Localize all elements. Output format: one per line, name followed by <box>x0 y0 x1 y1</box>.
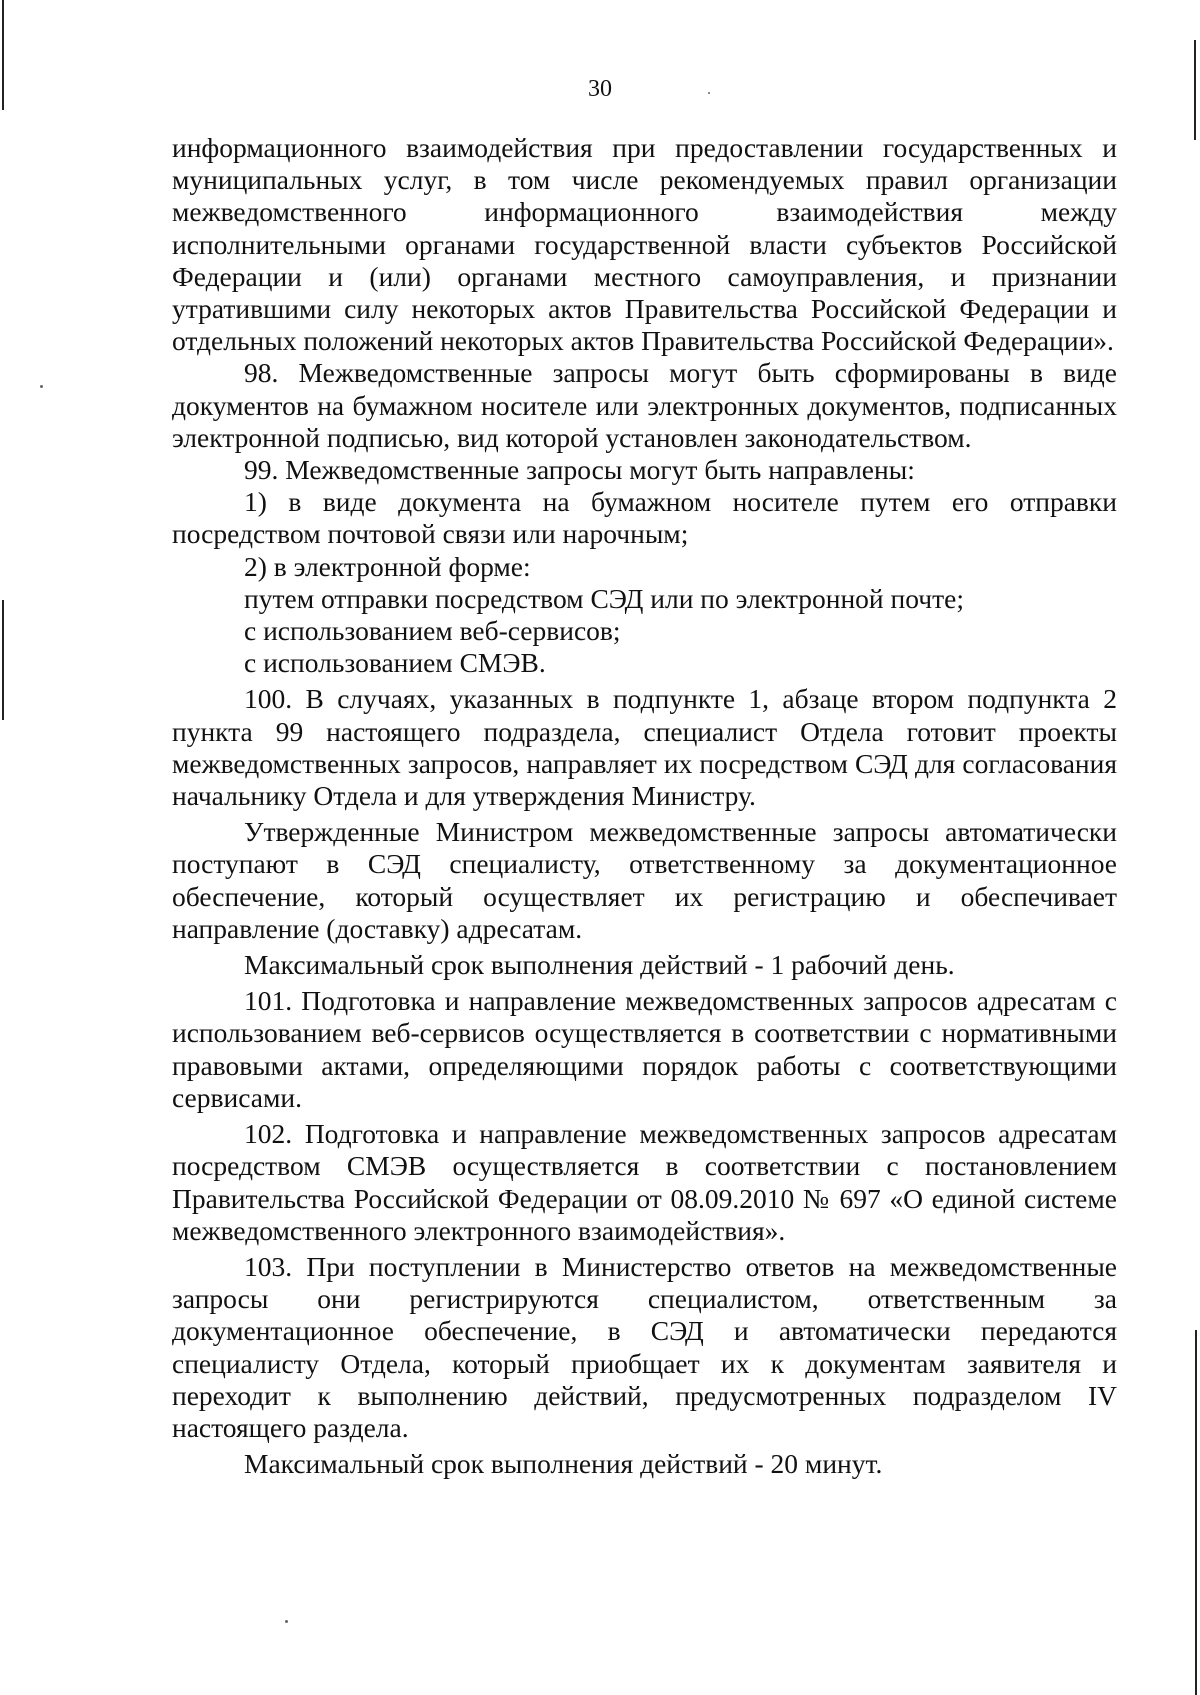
paragraph-98: 98. Межведомственные запросы могут быть сформированы в виде документов на бумажном носителе или электронных документов, подписанных электронной подписью, вид которой установлен законодательством. <box>172 357 1117 453</box>
scan-edge-line <box>1195 1330 1197 1695</box>
list-item: путем отправки посредством СЭД или по электронной почте; <box>244 582 964 614</box>
subitem-2: 2) в электронной форме: <box>244 550 531 582</box>
scan-edge-line <box>2 600 4 720</box>
paragraph-101: 101. Подготовка и направление межведомственных запросов адресатам с использованием веб-сервисов осуществляется в соответствии с нормативными правовыми актами, определяющими порядок работы с соответствующими сервисами. <box>172 985 1117 1113</box>
scan-speck <box>285 1620 288 1623</box>
paragraph: Утвержденные Министром межведомственные запросы автоматически поступают в СЭД специалисту, ответственному за документационное обеспечение, который осуществляет их регистрацию и обеспечивает направление (доставку) адресатам. <box>172 816 1117 944</box>
paragraph-102: 102. Подготовка и направление межведомственных запросов адресатам посредством СМЭВ осуществляется в соответствии с постановлением Правительства Российской Федерации от 08.09.2010 № 697 «О единой системе межведомственного электронного взаимодействия». <box>172 1118 1117 1246</box>
list-item: с использованием СМЭВ. <box>244 647 546 679</box>
paragraph-100: 100. В случаях, указанных в подпункте 1, абзаце втором подпункта 2 пункта 99 настоящего подраздела, специалист Отдела готовит проекты межведомственных запросов, направляет их посредством СЭД для согласования начальнику Отдела и для утверждения Министру. <box>172 683 1117 812</box>
subitem-1: 1) в виде документа на бумажном носителе путем его отправки посредством почтовой связи или нарочным; <box>172 486 1117 550</box>
scan-speck <box>40 385 43 388</box>
paragraph: Максимальный срок выполнения действий - 20 минут. <box>244 1448 883 1480</box>
paragraph: информационного взаимодействия при предоставлении государственных и муниципальных услуг, в том числе рекомендуемых правил организации межведомственного информационного взаимодействия между исполнительными органами государственной власти субъектов Российской Федерации и (или) органами местного самоуправления, и признании утратившими силу некоторых актов Правительства Российской Федерации и отдельных положений некоторых актов Правительства Российской Федерации». <box>172 132 1117 357</box>
document-body <box>172 132 1117 1480</box>
paragraph: Максимальный срок выполнения действий - 1 рабочий день. <box>244 949 955 981</box>
list-item: с использованием веб-сервисов; <box>244 615 621 647</box>
page-number: 30 <box>588 76 612 102</box>
paragraph-103: 103. При поступлении в Министерство ответов на межведомственные запросы они регистрируются специалистом, ответственным за документационное обеспечение, в СЭД и автоматически передаются специалисту Отдела, который приобщает их к документам заявителя и переходит к выполнению действий, предусмотренных подразделом IV настоящего раздела. <box>172 1250 1117 1443</box>
paragraph-99: 99. Межведомственные запросы могут быть направлены: <box>244 454 915 486</box>
